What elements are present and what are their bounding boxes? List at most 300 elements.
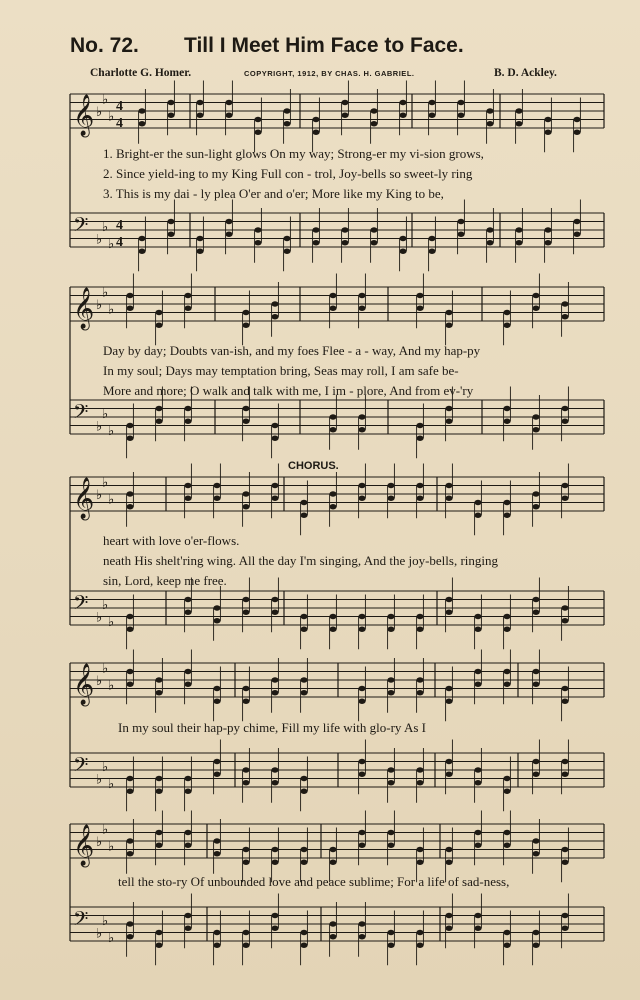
note-head [503,930,510,935]
note-head [387,496,394,501]
note-head [242,767,249,772]
note-head [155,830,162,835]
note-head [358,921,365,926]
note-head [457,100,464,105]
note-head [126,934,133,939]
flat-sign: ♭ [108,678,115,694]
treble-clef: 𝄞 [73,478,95,519]
lyric-verse1-line3: heart with love o'er-flows. [103,533,240,548]
note-head [474,843,481,848]
note-head [544,117,551,122]
note-head [503,513,510,518]
note-head [155,776,162,781]
flat-sign: ♭ [102,597,109,613]
note-head [561,772,568,777]
flat-sign: ♭ [108,109,115,125]
note-head [544,130,551,135]
note-head [242,406,249,411]
note-head [358,614,365,619]
note-head [486,227,493,232]
note-head [242,930,249,935]
note-head [416,423,423,428]
note-head [416,860,423,865]
time-signature-top: 4 [116,218,123,233]
note-head [503,614,510,619]
note-head [503,830,510,835]
flat-sign: ♭ [96,926,103,942]
note-head [532,414,539,419]
note-head [387,943,394,948]
treble-clef: 𝄞 [73,288,95,329]
note-head [213,699,220,704]
note-head [544,227,551,232]
flat-sign: ♭ [96,772,103,788]
note-head [271,926,278,931]
note-head [474,627,481,632]
note-head [416,483,423,488]
note-head [445,496,452,501]
note-head [184,843,191,848]
lyric-verse3-line3: sin, Lord, keep me free. [103,573,227,588]
flat-sign: ♭ [102,219,109,235]
note-head [341,227,348,232]
note-head [300,860,307,865]
note-head [387,930,394,935]
note-head [213,930,220,935]
treble-clef: 𝄞 [73,95,95,136]
note-head [126,306,133,311]
note-head [474,830,481,835]
note-head [561,686,568,691]
note-head [387,690,394,695]
note-head [474,682,481,687]
flat-sign: ♭ [108,492,115,508]
note-head [242,610,249,615]
bass-clef: 𝄢 [73,213,89,241]
note-head [358,306,365,311]
bass-clef: 𝄢 [73,753,89,781]
note-head [283,108,290,113]
note-head [271,597,278,602]
note-head [561,419,568,424]
note-head [370,108,377,113]
time-signature-bottom: 4 [116,116,123,131]
note-head [138,249,145,254]
note-head [503,323,510,328]
note-head [474,513,481,518]
note-head [271,483,278,488]
note-head [428,249,435,254]
note-head [213,483,220,488]
note-head [399,100,406,105]
lyric-verse3-line1: 3. This is my dai - ly plea O'er and o'er; More like my King to be, [103,186,444,201]
note-head [341,240,348,245]
note-head [561,926,568,931]
note-head [532,597,539,602]
note-head [126,504,133,509]
note-head [445,699,452,704]
note-head [271,423,278,428]
note-head [242,504,249,509]
note-head [515,108,522,113]
note-head [271,314,278,319]
flat-sign: ♭ [108,839,115,855]
note-head [254,240,261,245]
note-head [283,236,290,241]
note-head [300,930,307,935]
note-head [184,830,191,835]
note-head [503,627,510,632]
note-head [242,699,249,704]
flat-sign: ♭ [102,661,109,677]
note-head [242,860,249,865]
note-head [503,789,510,794]
note-head [126,627,133,632]
note-head [573,117,580,122]
author-credit: Charlotte G. Homer. [90,67,192,79]
flat-sign: ♭ [108,776,115,792]
note-head [358,934,365,939]
note-head [329,427,336,432]
note-head [503,943,510,948]
note-head [184,483,191,488]
bass-clef: 𝄢 [73,907,89,935]
flat-sign: ♭ [108,423,115,439]
note-head [126,789,133,794]
note-head [399,113,406,118]
flat-sign: ♭ [102,759,109,775]
note-head [300,614,307,619]
note-head [329,627,336,632]
note-head [196,236,203,241]
lyric-verse2-line2: In my soul; Days may temptation bring, Seas may roll, I am safe be- [103,363,459,378]
note-head [486,121,493,126]
note-head [138,108,145,113]
lyric-chorus-line2: In my soul their hap-py chime, Fill my life with glo-ry As I [118,720,426,735]
note-head [445,759,452,764]
note-head [561,406,568,411]
treble-clef: 𝄞 [73,825,95,866]
note-head [474,767,481,772]
note-head [532,930,539,935]
hymn-number: No. 72. [70,34,139,57]
note-head [515,227,522,232]
note-head [155,323,162,328]
note-head [126,423,133,428]
note-head [416,436,423,441]
note-head [213,686,220,691]
note-head [387,767,394,772]
note-head [573,219,580,224]
note-head [213,851,220,856]
note-head [184,597,191,602]
note-head [155,789,162,794]
note-head [416,496,423,501]
note-head [184,306,191,311]
note-head [271,690,278,695]
note-head [445,610,452,615]
note-head [283,121,290,126]
note-head [561,913,568,918]
note-head [503,843,510,848]
note-head [387,483,394,488]
note-head [445,772,452,777]
note-head [445,686,452,691]
note-head [271,780,278,785]
note-head [225,113,232,118]
bass-clef: 𝄢 [73,400,89,428]
note-head [457,113,464,118]
note-head [515,240,522,245]
note-head [138,236,145,241]
note-head [561,618,568,623]
note-head [271,496,278,501]
note-head [300,690,307,695]
note-head [254,130,261,135]
note-head [196,100,203,105]
note-head [428,236,435,241]
note-head [561,699,568,704]
note-head [155,843,162,848]
note-head [370,227,377,232]
flat-sign: ♭ [102,475,109,491]
note-head [300,847,307,852]
note-head [474,913,481,918]
flat-sign: ♭ [96,488,103,503]
note-head [242,847,249,852]
note-head [271,610,278,615]
note-head [445,926,452,931]
note-head [184,669,191,674]
note-head [155,943,162,948]
flat-sign: ♭ [96,835,103,850]
note-head [225,100,232,105]
note-head [445,860,452,865]
lyric-verse3-line2: More and more; O walk and talk with me, I im - plore, And from ev-'ry [103,383,474,398]
note-head [329,491,336,496]
note-head [532,306,539,311]
lyric-chorus-line3: tell the sto-ry Of unbounded love and peace sublime; For a life of sad-ness, [118,874,510,889]
note-head [532,504,539,509]
note-head [561,496,568,501]
note-head [358,699,365,704]
note-head [503,500,510,505]
note-head [196,113,203,118]
note-head [167,100,174,105]
note-head [155,677,162,682]
note-head [503,406,510,411]
note-head [155,930,162,935]
flat-sign: ♭ [102,406,109,422]
note-head [503,776,510,781]
note-head [486,240,493,245]
note-head [341,100,348,105]
flat-sign: ♭ [96,105,103,120]
note-head [358,293,365,298]
note-head [532,772,539,777]
note-head [445,406,452,411]
note-head [300,627,307,632]
note-head [300,943,307,948]
composer-credit: B. D. Ackley. [494,67,557,79]
lyric-verse1-line2: Day by day; Doubts van-ish, and my foes Flee - a - way, And my hap-py [103,343,481,358]
note-head [387,780,394,785]
note-head [341,113,348,118]
note-head [126,921,133,926]
flat-sign: ♭ [108,614,115,630]
note-head [358,627,365,632]
note-head [300,677,307,682]
note-head [387,614,394,619]
note-head [532,943,539,948]
flat-sign: ♭ [102,913,109,929]
note-head [184,419,191,424]
flat-sign: ♭ [96,610,103,626]
note-head [126,491,133,496]
note-head [213,618,220,623]
note-head [126,436,133,441]
note-head [474,780,481,785]
note-head [561,483,568,488]
note-head [329,414,336,419]
note-head [457,219,464,224]
note-head [126,682,133,687]
note-head [428,100,435,105]
note-head [213,759,220,764]
note-head [358,830,365,835]
note-head [503,419,510,424]
note-head [167,113,174,118]
flat-sign: ♭ [102,285,109,301]
bass-clef: 𝄢 [73,591,89,619]
copyright-notice: COPYRIGHT, 1912, BY CHAS. H. GABRIEL. [244,69,415,78]
note-head [503,310,510,315]
note-head [312,130,319,135]
note-head [445,847,452,852]
note-head [416,943,423,948]
note-head [300,776,307,781]
note-head [544,240,551,245]
note-head [184,776,191,781]
note-head [416,306,423,311]
note-head [399,236,406,241]
note-head [515,121,522,126]
note-head [329,614,336,619]
lyric-chorus-line1: neath His shelt'ring wing. All the day I'm singing, And the joy-bells, ringing [103,553,499,568]
note-head [532,293,539,298]
note-head [155,690,162,695]
note-head [300,513,307,518]
note-head [271,860,278,865]
note-head [300,500,307,505]
flat-sign: ♭ [96,232,103,248]
note-head [271,301,278,306]
note-head [370,121,377,126]
note-head [155,419,162,424]
note-head [428,113,435,118]
flat-sign: ♭ [96,674,103,689]
note-head [387,843,394,848]
note-head [213,838,220,843]
note-head [242,597,249,602]
note-head [329,504,336,509]
note-head [126,776,133,781]
note-head [561,301,568,306]
note-head [242,310,249,315]
note-head [370,240,377,245]
note-head [225,219,232,224]
note-head [155,406,162,411]
note-head [242,323,249,328]
note-head [416,690,423,695]
note-head [358,414,365,419]
note-head [329,921,336,926]
note-head [561,314,568,319]
note-head [271,436,278,441]
note-head [416,847,423,852]
note-head [532,491,539,496]
note-head [532,427,539,432]
treble-clef: 𝄞 [73,664,95,705]
flat-sign: ♭ [108,930,115,946]
note-head [358,496,365,501]
flat-sign: ♭ [108,302,115,318]
note-head [329,934,336,939]
note-head [184,926,191,931]
note-head [184,682,191,687]
note-head [445,419,452,424]
note-head [184,610,191,615]
note-head [213,943,220,948]
note-head [242,491,249,496]
note-head [213,605,220,610]
note-head [271,847,278,852]
note-head [416,930,423,935]
note-head [416,780,423,785]
note-head [213,772,220,777]
note-head [138,121,145,126]
note-head [358,843,365,848]
note-head [474,926,481,931]
note-head [213,496,220,501]
note-head [283,249,290,254]
note-head [242,686,249,691]
note-head [329,860,336,865]
note-head [329,847,336,852]
note-head [225,232,232,237]
note-head [457,232,464,237]
note-head [155,310,162,315]
flat-sign: ♭ [108,236,115,252]
note-head [445,597,452,602]
note-head [399,249,406,254]
note-head [329,293,336,298]
note-head [445,483,452,488]
flat-sign: ♭ [102,822,109,838]
flat-sign: ♭ [102,92,109,108]
time-signature-bottom: 4 [116,235,123,250]
note-head [329,306,336,311]
note-head [196,249,203,254]
note-head [573,130,580,135]
note-head [358,686,365,691]
note-head [445,323,452,328]
time-signature-top: 4 [116,99,123,114]
note-head [358,759,365,764]
note-head [312,240,319,245]
note-head [486,108,493,113]
note-head [416,627,423,632]
